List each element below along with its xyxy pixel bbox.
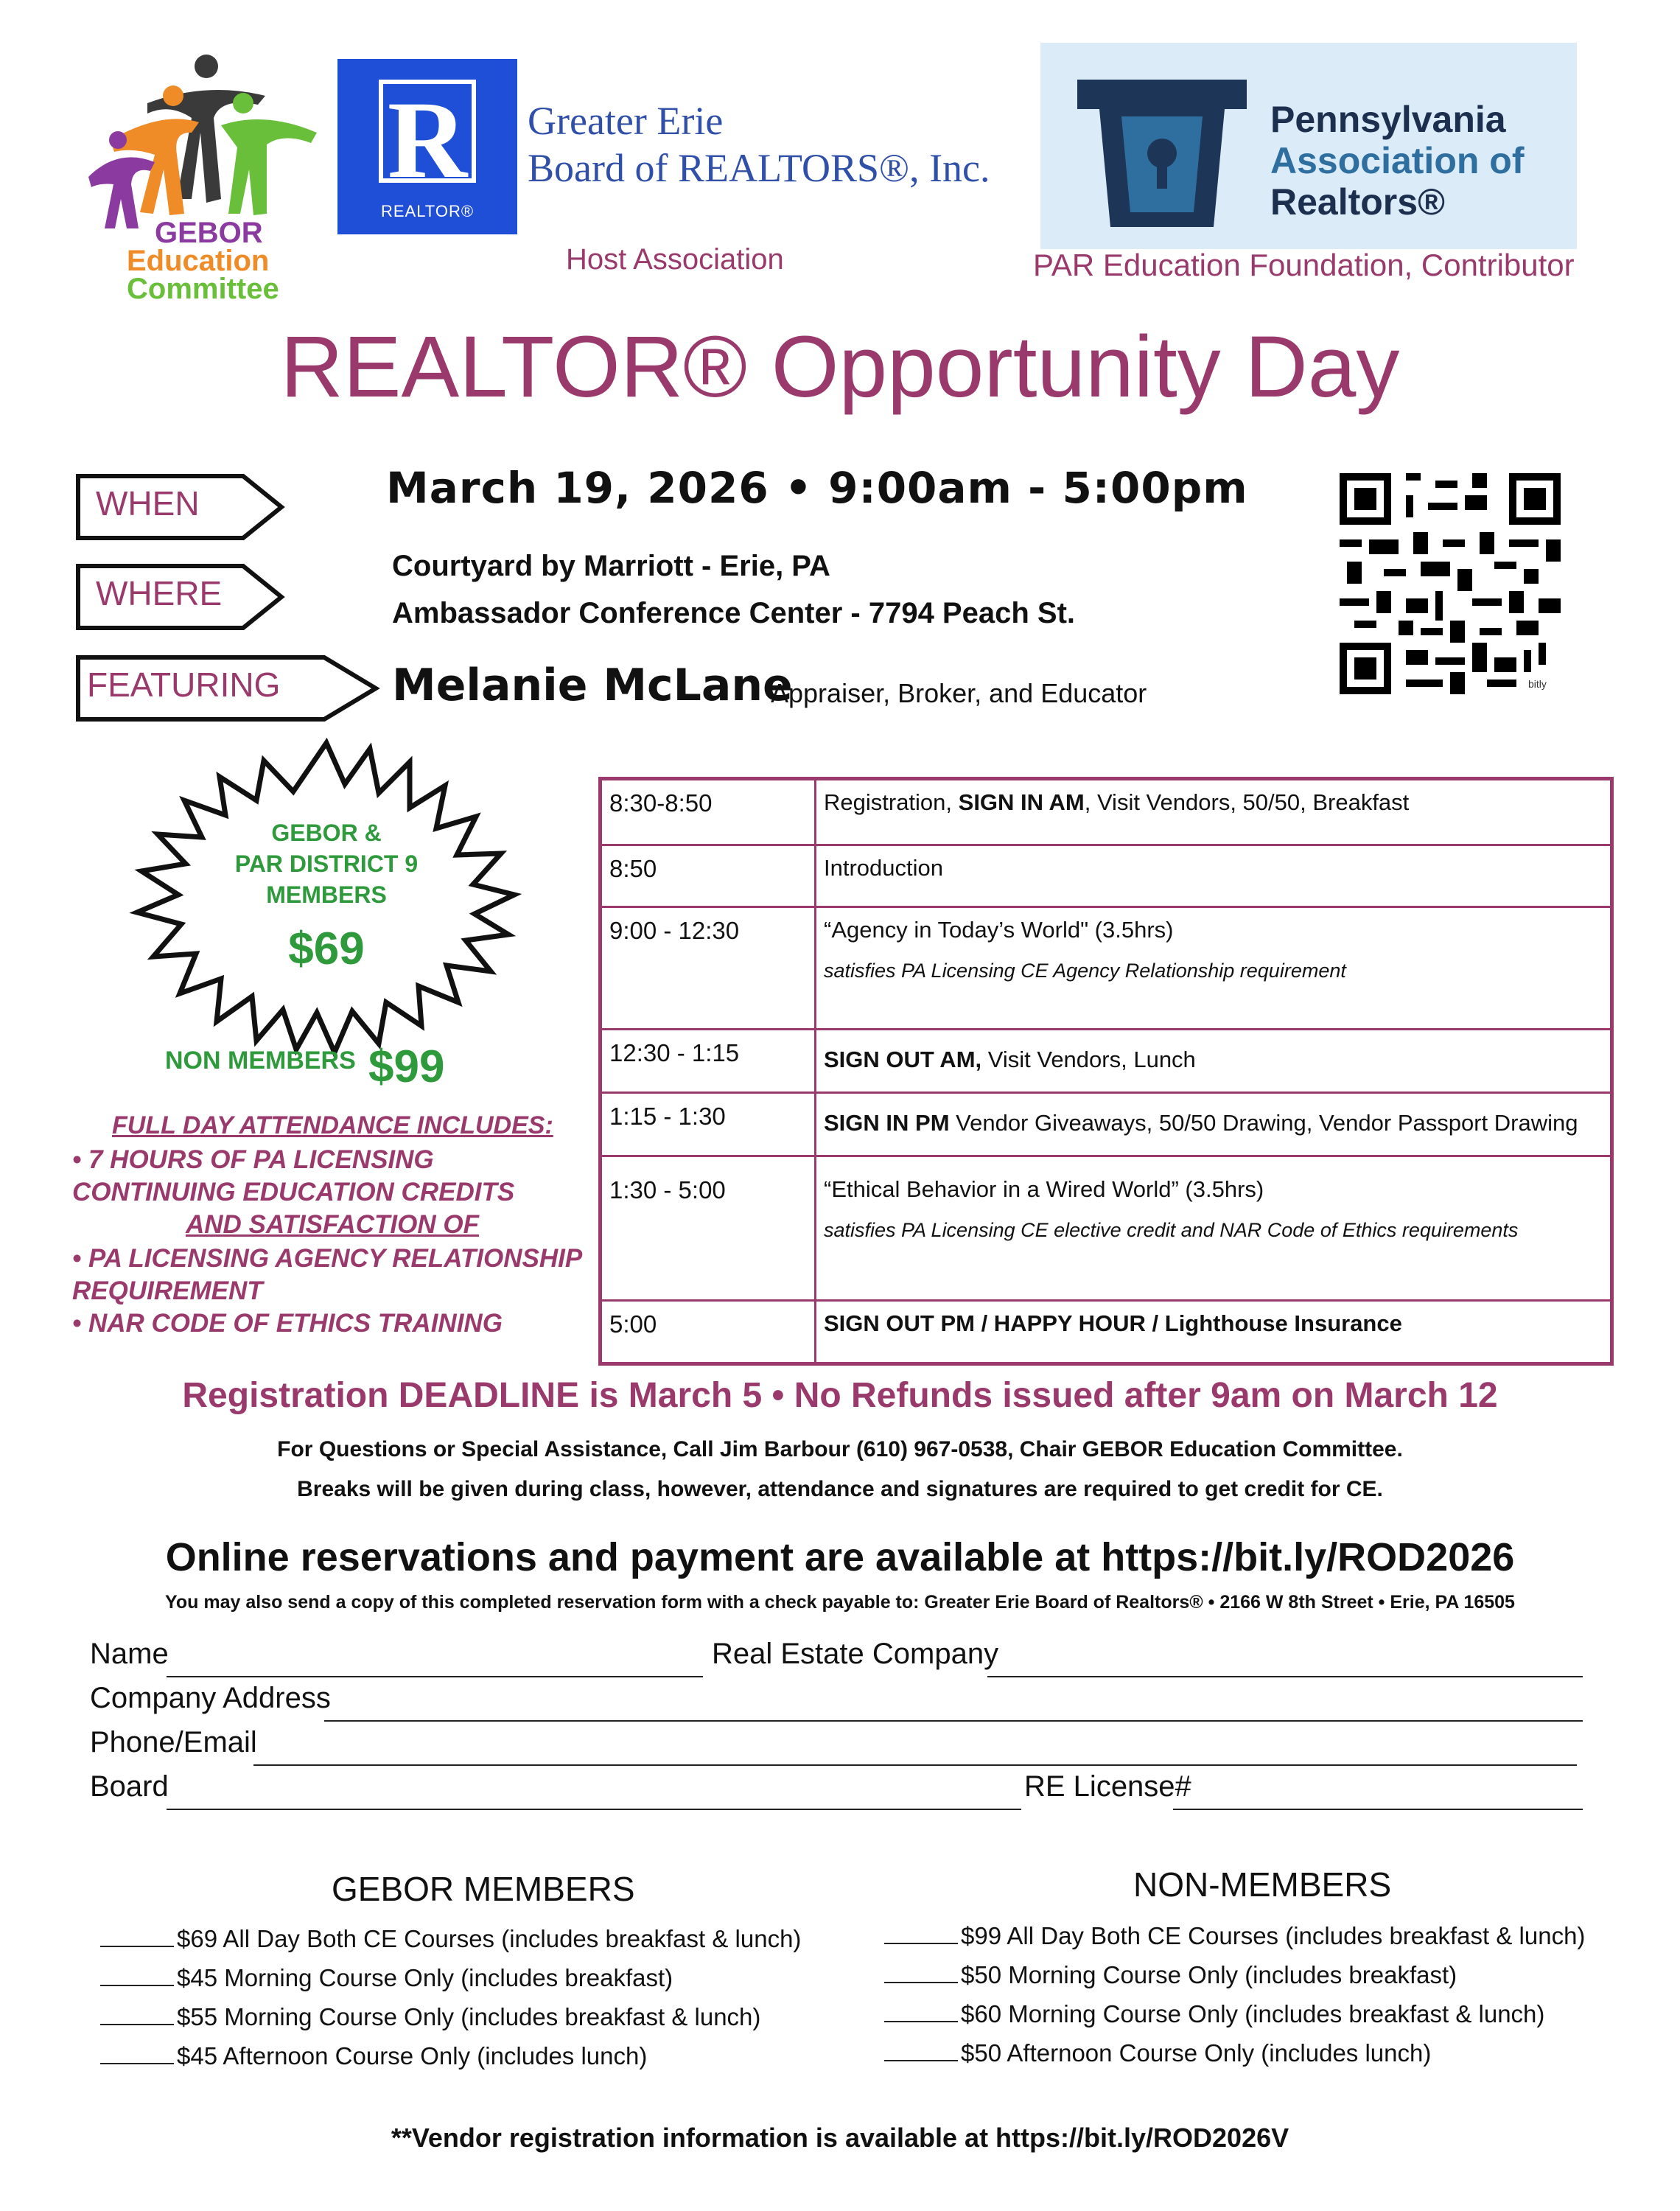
schedule-row	[601, 1093, 1612, 1156]
org-name-line2: Board of REALTORS®, Inc.	[528, 146, 990, 190]
phone-email-field[interactable]	[253, 1764, 1577, 1766]
member-price: $69	[288, 923, 365, 974]
schedule-activity: SIGN OUT AM, Visit Vendors, Lunch	[816, 1030, 1612, 1093]
includes-line: CONTINUING EDUCATION CREDITS	[72, 1178, 515, 1206]
checkbox-blank[interactable]	[884, 1943, 958, 1944]
realtor-logo-label: REALTOR®	[380, 202, 475, 220]
schedule-activity: SIGN OUT PM / HAPPY HOUR / Lighthouse Insurance	[816, 1301, 1612, 1364]
where-label: WHERE	[96, 574, 223, 612]
realtor-r-logo	[337, 59, 517, 234]
schedule-time: 9:00 - 12:30	[601, 907, 816, 1030]
org-name-line1: Greater Erie	[528, 99, 724, 143]
page-title: REALTOR® Opportunity Day	[280, 318, 1400, 416]
schedule-time: 1:15 - 1:30	[601, 1093, 816, 1156]
schedule-activity: Introduction	[816, 845, 1612, 907]
members-options-title: GEBOR MEMBERS	[332, 1870, 635, 1908]
registration-deadline: Registration DEADLINE is March 5 • No Refunds issued after 9am on March 12	[182, 1376, 1498, 1415]
gebor-logo-word3: Committee	[127, 273, 279, 305]
checkbox-blank[interactable]	[100, 2063, 174, 2064]
gebor-education-logo	[74, 52, 339, 317]
schedule-row	[601, 907, 1612, 1030]
featuring-label: FEATURING	[87, 666, 281, 704]
gebor-logo-word1: GEBOR	[155, 217, 263, 249]
board-label: Board	[90, 1770, 169, 1803]
nonmember-option[interactable]: $60 Morning Course Only (includes breakfast & lunch)	[884, 2000, 1544, 2028]
online-reservations: Online reservations and payment are available at https://bit.ly/ROD2026	[165, 1535, 1515, 1579]
phone-email-label: Phone/Email	[90, 1726, 257, 1758]
qr-code-icon[interactable]	[1340, 473, 1561, 694]
schedule-activity: SIGN IN PM Vendor Giveaways, 50/50 Drawing, Vendor Passport Drawing	[816, 1093, 1612, 1156]
nonmember-label: NON MEMBERS	[165, 1047, 356, 1075]
questions-contact: For Questions or Special Assistance, Call Jim Barbour (610) 967-0538, Chair GEBOR Education Committee.	[277, 1437, 1403, 1461]
schedule-row	[601, 1301, 1612, 1364]
realtor-letter: R	[387, 79, 468, 201]
includes-line: • 7 HOURS OF PA LICENSING	[72, 1145, 434, 1174]
nonmember-option[interactable]: $50 Morning Course Only (includes breakfast)	[884, 1961, 1457, 1989]
checkbox-blank[interactable]	[100, 1985, 174, 1986]
company-label: Real Estate Company	[712, 1638, 999, 1670]
schedule-note: satisfies PA Licensing CE Agency Relationship requirement	[824, 960, 1346, 982]
board-field[interactable]	[167, 1809, 1021, 1810]
nonmember-price: $99	[368, 1041, 445, 1092]
name-label: Name	[90, 1638, 169, 1670]
gebor-logo-word2: Education	[127, 245, 270, 277]
member-option[interactable]: $69 All Day Both CE Courses (includes breakfast & lunch)	[100, 1925, 801, 1953]
address-field[interactable]	[324, 1720, 1583, 1722]
schedule-time: 5:00	[601, 1301, 816, 1364]
includes-line: • PA LICENSING AGENCY RELATIONSHIP	[72, 1244, 583, 1273]
par-contributor-label: PAR Education Foundation, Contributor	[1033, 248, 1575, 282]
nonmember-option[interactable]: $50 Afternoon Course Only (includes lunch)	[884, 2039, 1431, 2067]
schedule-time: 8:50	[601, 845, 816, 907]
member-label-line3: MEMBERS	[266, 881, 387, 908]
name-field[interactable]	[167, 1676, 703, 1677]
qr-caption: bitly	[1528, 678, 1547, 690]
schedule-row	[601, 1156, 1612, 1301]
schedule-time: 12:30 - 1:15	[601, 1030, 816, 1093]
includes-title: FULL DAY ATTENDANCE INCLUDES:	[112, 1111, 553, 1139]
member-label-line1: GEBOR &	[271, 820, 382, 846]
schedule-row	[601, 1030, 1612, 1093]
checkbox-blank[interactable]	[884, 2060, 958, 2061]
mail-in-instructions: You may also send a copy of this completed reservation form with a check payable to: Greater Erie Board of Realtors® • 2166 W 8th Street • Erie, PA 16505	[165, 1592, 1515, 1613]
par-line3: Realtors®	[1270, 181, 1445, 223]
checkbox-blank[interactable]	[100, 2024, 174, 2025]
includes-line: • NAR CODE OF ETHICS TRAINING	[72, 1309, 503, 1338]
par-logo	[1040, 43, 1577, 249]
checkbox-blank[interactable]	[100, 1946, 174, 1947]
keystone-icon	[1070, 72, 1254, 234]
schedule-activity: “Agency in Today’s World" (3.5hrs) satisfies PA Licensing CE Agency Relationship requirement	[816, 907, 1612, 1030]
member-option[interactable]: $45 Morning Course Only (includes breakfast)	[100, 1964, 673, 1992]
schedule-activity: “Ethical Behavior in a Wired World” (3.5hrs) satisfies PA Licensing CE elective credit and NAR Code of Ethics requirements	[816, 1156, 1612, 1301]
includes-line: REQUIREMENT	[72, 1276, 263, 1305]
license-label: RE License#	[1024, 1770, 1191, 1803]
when-label: WHEN	[96, 484, 200, 523]
nonmember-option[interactable]: $99 All Day Both CE Courses (includes breakfast & lunch)	[884, 1922, 1585, 1950]
member-label-line2: PAR DISTRICT 9	[234, 850, 419, 877]
par-line2: Association of	[1270, 140, 1525, 181]
nonmembers-options-title: NON-MEMBERS	[1133, 1865, 1392, 1904]
member-option[interactable]: $55 Morning Course Only (includes breakfast & lunch)	[100, 2003, 760, 2031]
host-association-label: Host Association	[566, 243, 784, 276]
license-field[interactable]	[1173, 1809, 1583, 1810]
address-label: Company Address	[90, 1682, 331, 1714]
org-name	[528, 97, 990, 192]
schedule-time: 1:30 - 5:00	[601, 1156, 816, 1301]
includes-line: AND SATISFACTION OF	[186, 1210, 479, 1239]
checkbox-blank[interactable]	[884, 1982, 958, 1983]
company-field[interactable]	[987, 1676, 1583, 1677]
schedule-time: 8:30-8:50	[601, 779, 816, 845]
checkbox-blank[interactable]	[884, 2021, 958, 2022]
par-line1: Pennsylvania	[1270, 99, 1506, 140]
schedule-row	[601, 779, 1612, 845]
schedule-note: satisfies PA Licensing CE elective credit and NAR Code of Ethics requirements	[824, 1219, 1519, 1241]
breaks-notice: Breaks will be given during class, however, attendance and signatures are required to get credit for CE.	[297, 1477, 1383, 1501]
venue-line2: Ambassador Conference Center - 7794 Peach St.	[392, 597, 1076, 629]
speaker-role: Appraiser, Broker, and Educator	[771, 678, 1147, 708]
venue-line1: Courtyard by Marriott - Erie, PA	[392, 550, 830, 582]
member-option[interactable]: $45 Afternoon Course Only (includes lunch)	[100, 2042, 647, 2070]
schedule-activity: Registration, SIGN IN AM, Visit Vendors, 50/50, Breakfast	[816, 779, 1612, 845]
schedule-row	[601, 845, 1612, 907]
schedule-table	[598, 777, 1614, 1366]
event-date-time: March 19, 2026 • 9:00am - 5:00pm	[386, 463, 1248, 513]
member-price-burst	[116, 737, 536, 1061]
vendor-registration-note: **Vendor registration information is available at https://bit.ly/ROD2026V	[391, 2123, 1289, 2153]
speaker-name: Melanie McLane	[392, 660, 793, 711]
